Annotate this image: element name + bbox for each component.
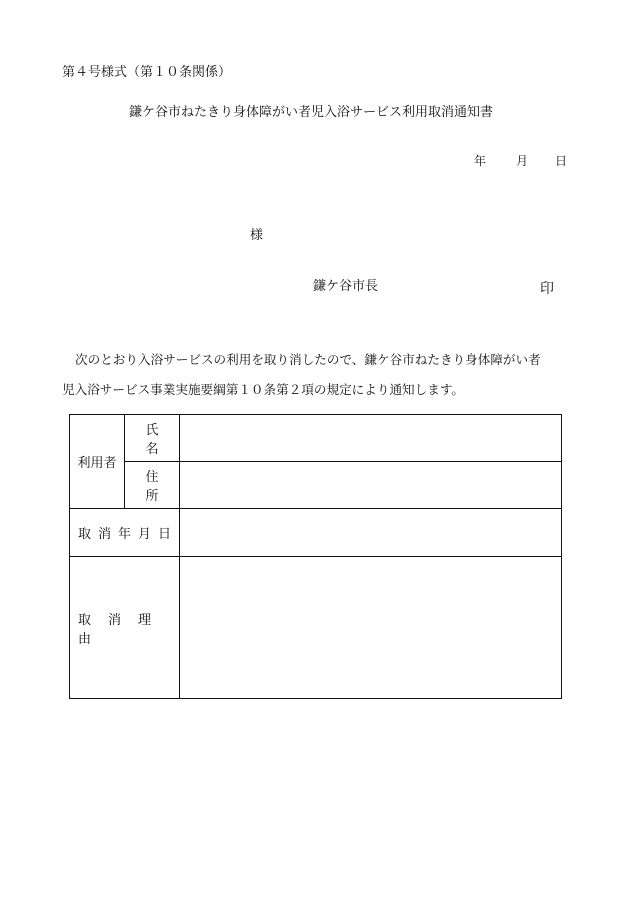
reason-char: 由 bbox=[78, 631, 92, 647]
date-day: 日 bbox=[555, 154, 568, 168]
cancel-reason-label bbox=[70, 557, 180, 699]
cancel-date-label: 取消年月日 bbox=[70, 509, 180, 557]
table-row bbox=[70, 462, 562, 509]
name-label: 氏名 bbox=[125, 415, 180, 462]
address-field[interactable] bbox=[180, 462, 562, 509]
table-row bbox=[70, 415, 562, 462]
name-field[interactable] bbox=[180, 415, 562, 462]
user-label: 利用者 bbox=[70, 415, 125, 509]
body-line-2: 児入浴サービス事業実施要綱第１０条第２項の規定により通知します。 bbox=[62, 382, 464, 397]
form-number: 第４号様式（第１０条関係） bbox=[62, 65, 232, 80]
body-line-1: 次のとおり入浴サービスの利用を取り消したので、鎌ケ谷市ねたきり身体障がい者 bbox=[75, 352, 541, 367]
reason-char: 理 bbox=[138, 612, 152, 628]
reason-char: 取 bbox=[78, 612, 92, 628]
notice-table bbox=[69, 414, 562, 699]
document-title: 鎌ケ谷市ねたきり身体障がい者児入浴サービス利用取消通知書 bbox=[129, 105, 494, 120]
table-row bbox=[70, 509, 562, 557]
recipient-suffix: 様 bbox=[250, 228, 264, 243]
seal-mark bbox=[540, 278, 554, 297]
date-month: 月 bbox=[516, 154, 529, 168]
cancel-reason-field[interactable] bbox=[180, 557, 562, 699]
reason-char: 消 bbox=[108, 612, 122, 628]
seal-text: 印 bbox=[540, 281, 554, 297]
cancel-date-field[interactable] bbox=[180, 509, 562, 557]
table-row bbox=[70, 557, 562, 699]
issuer-name: 鎌ケ谷市長 bbox=[313, 279, 379, 294]
address-label: 住所 bbox=[125, 462, 180, 509]
date-year: 年 bbox=[474, 154, 487, 168]
